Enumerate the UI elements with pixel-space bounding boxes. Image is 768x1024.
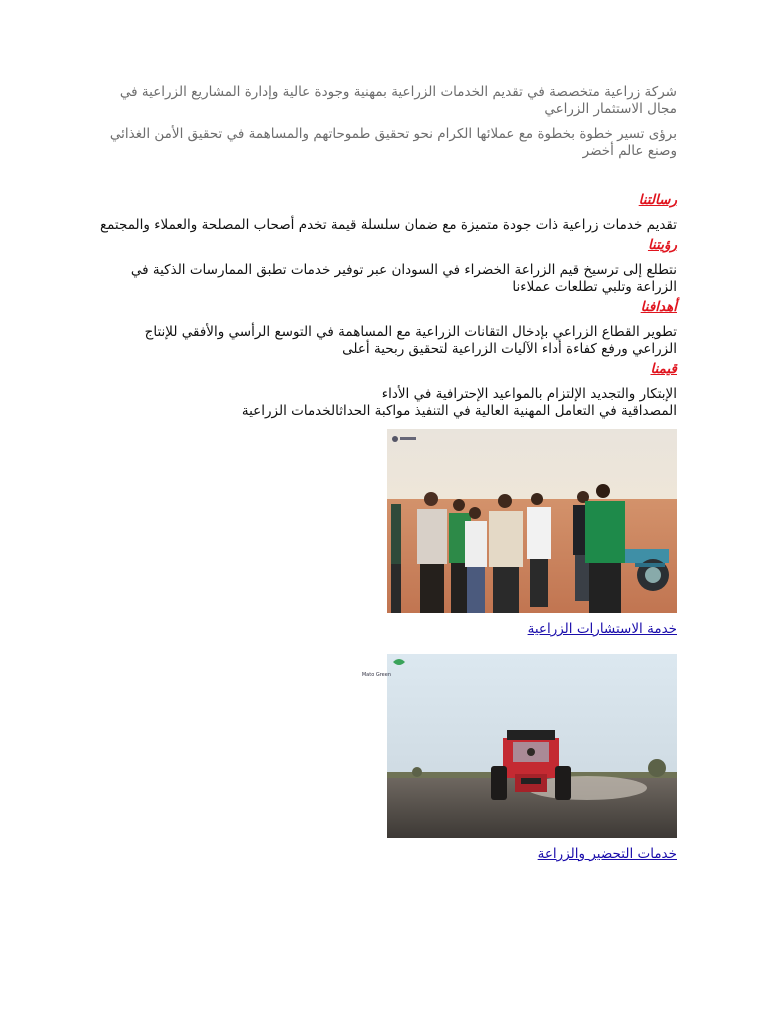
vision-heading: رؤيتنا [647,237,677,253]
intro-paragraph-1: شركة زراعية متخصصة في تقديم الخدمات الزراعية بمهنية وجودة عالية وإدارة المشاريع الزراعية في مجال الاستثمار الزراعي [119,84,677,117]
values-line-2: المصداقية في التعامل المهنية العالية في التنفيذ مواكبة الحداثالخدمات الزراعية [241,403,677,419]
values-heading: قيمنا [650,361,677,377]
logo-text: Mato Green [361,672,391,678]
mission-heading: رسالتنا [638,192,677,208]
document-page [96,84,677,879]
service-link-preparation[interactable]: خدمات التحضير والزراعة [537,846,677,862]
service-photo-consulting[interactable] [387,429,677,613]
goals-text: تطوير القطاع الزراعي بإدخال التقانات الزراعية مع المساهمة في التوسع الرأسي والأفقي للإنتاج الزراعي ورفع كفاءة أداء الآليات الزراعية لتحقيق ربحية أعلى [144,324,677,357]
values-line-1: الإبتكار والتجديد الإلتزام بالمواعيد الإحترافية في الأداء [381,386,677,402]
service-link-consulting[interactable]: خدمة الاستشارات الزراعية [527,621,677,637]
group-of-men-in-field-photo [387,429,677,613]
mission-text: تقديم خدمات زراعية ذات جودة متميزة مع ضمان سلسلة قيمة تخدم أصحاب المصلحة والعملاء والمجتمع [99,217,677,233]
intro-paragraph-2: برؤى تسير خطوة بخطوة مع عملائها الكرام نحو تحقيق طموحاتهم والمساهمة في تحقيق الأمن الغذائي وصنع عالم أخضر [109,126,677,159]
red-tractor-plowing-photo [361,654,677,838]
goals-heading: أهدافنا [640,299,677,315]
vision-text: نتطلع إلى ترسيخ قيم الزراعة الخضراء في السودان عبر توفير خدمات تطبق الممارسات الذكية في الزراعة وتلبي تطلعات عملاءنا [130,262,677,295]
service-photo-preparation[interactable] [361,654,677,838]
